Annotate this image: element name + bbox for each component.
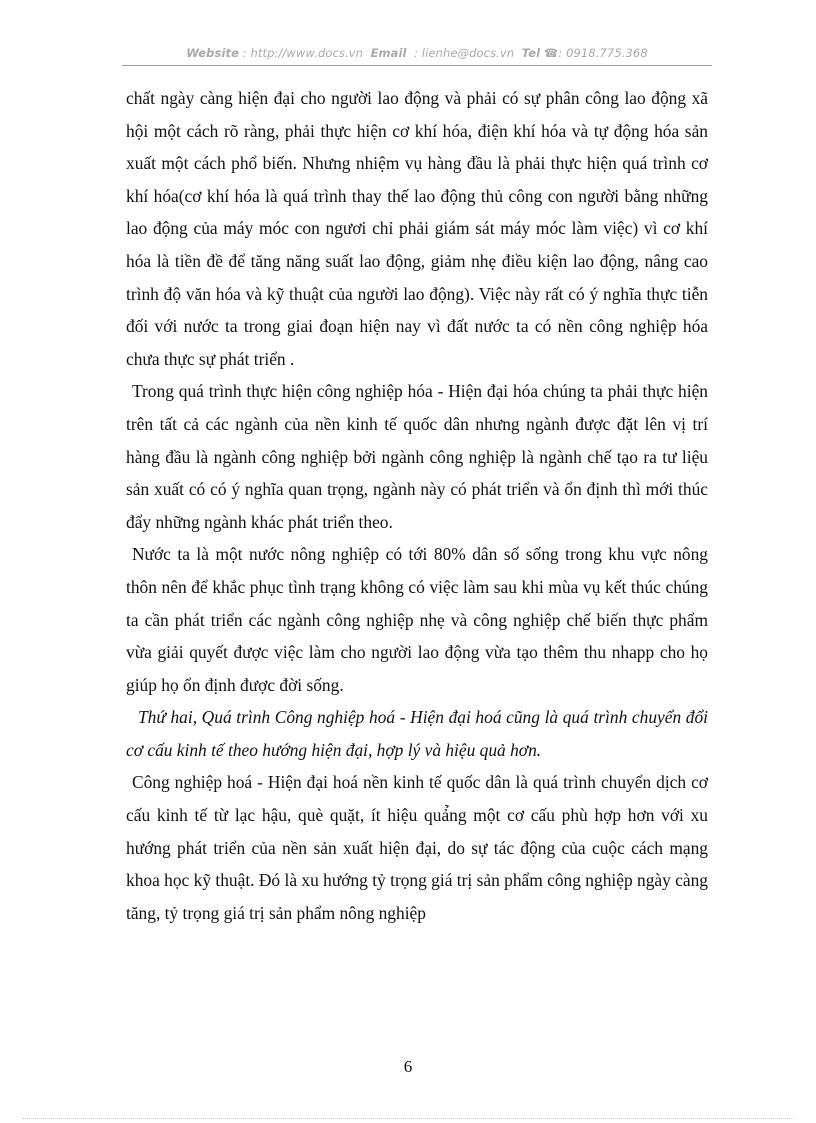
website-label: Website <box>186 46 239 60</box>
email-label: Email <box>370 46 407 60</box>
paragraph-2: Trong quá trình thực hiện công nghiệp hóa - Hiện đại hóa chúng ta phải thực hiện trên tất cả các ngành của nền kinh tế quốc dân nhưng ngành được đặt lên vị trí hàng đầu là ngành công nghiệp bởi ngành công nghiệp là ngành chế tạo ra tư liệu sản xuất có có ý nghĩa quan trọng, ngành này có phát triển và ổn định thì mới thúc đẩy những ngành khác phát triển theo. <box>126 381 708 532</box>
website-url[interactable]: : http://www.docs.vn <box>242 46 364 60</box>
tel-label: Tel <box>521 46 541 60</box>
paragraph-3: Nước ta là một nước nông nghiệp có tới 80% dân số sống trong khu vực nông thôn nên để khắc phục tình trạng không có việc làm sau khi mùa vụ kết thúc chúng ta cần phát triển các ngành công nghiệp nhẹ và công nghiệp chế biến thực phẩm vừa giải quyết được việc làm cho người lao động vừa tạo thêm thu nhapp cho họ giúp họ ổn định được đời sống. <box>126 544 708 695</box>
phone-icon: ☎ <box>543 46 559 60</box>
email-value[interactable]: : lienhe@docs.vn <box>414 46 515 60</box>
footer-divider <box>22 1118 794 1119</box>
paragraph-4-italic: Thứ hai, Quá trình Công nghiệp hoá - Hiện đại hoá cũng là quá trình chuyển đổi cơ cấu kinh tế theo hướng hiện đại, hợp lý và hiệu quả hơn. <box>126 707 708 760</box>
page-header <box>122 46 712 60</box>
document-body <box>126 82 708 929</box>
header-divider <box>122 65 712 66</box>
paragraph-1: chất ngày càng hiện đại cho người lao động và phải có sự phân công lao động xã hội một cách rõ ràng, phải thực hiện cơ khí hóa, điện khí hóa và tự động hóa sản xuất một cách phổ biến. Nhưng nhiệm vụ hàng đầu là phải thực hiện quá trình cơ khí hóa(cơ khí hóa là quá trình thay thế lao động thủ công con người bằng những lao động của máy móc con ngươi chỉ phải giám sát máy móc làm việc) vì cơ khí hóa là tiền đề để tăng năng suất lao động, giảm nhẹ điều kiện lao động, nâng cao trình độ văn hóa và kỹ thuật của người lao động). Việc này rất có ý nghĩa thực tiễn đối với nước ta trong giai đoạn hiện nay vì đất nước ta có nền công nghiệp hóa chưa thực sự phát triển . <box>126 88 708 369</box>
page-number: 6 <box>403 1057 413 1076</box>
tel-value: : 0918.775.368 <box>558 46 648 60</box>
paragraph-5: Công nghiệp hoá - Hiện đại hoá nền kinh tế quốc dân là quá trình chuyển dịch cơ cấu kinh tế từ lạc hậu, què quặt, ít hiệu quả̉ng một cơ cấu phù hợp hơn với xu hướng phát triển của nền sản xuất hiện đại, do sự tác động của cuộc cách mạng khoa học kỹ thuật. Đó là xu hướng tỷ trọng giá trị sản phẩm công nghiệp ngày càng tăng, tỷ trọng giá trị sản phẩm nông nghiệp <box>126 772 708 923</box>
